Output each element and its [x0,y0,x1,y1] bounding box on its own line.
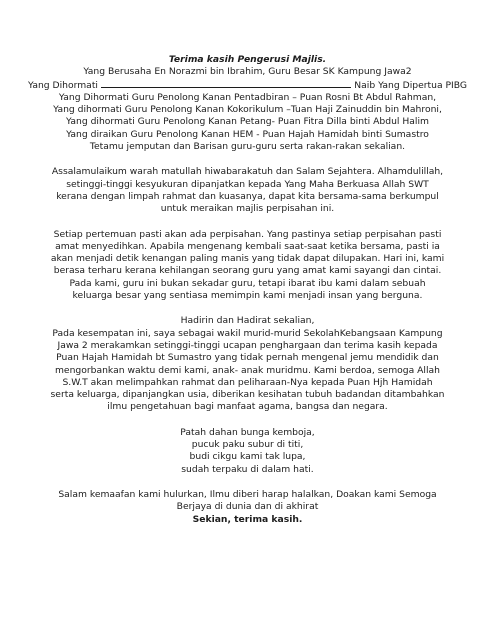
pantun-line: budi cikgu kami tak lupa, [189,451,306,463]
address-line: Yang Dihormati Guru Penolong Kanan Pentadbiran – Puan Rosni Bt Abdul Rahman, [58,91,437,103]
speech-title: Terima kasih Pengerusi Majlis. [168,54,327,65]
hadirin-line: serta keluarga, dipanjangkan usia, diberikan kesihatan tubuh badandan ditambahkan [50,389,445,401]
hadirin-line: mengorbankan waktu demi kami, anak- anak muridmu. Kami berdoa, semoga Allah [54,364,440,376]
address-line-blank [28,79,467,92]
hadirin-line: S.W.T akan melimpahkan rahmat dan peliharaan-Nya kepada Puan Hjh Hamidah [62,376,433,388]
hadirin-line: ilmu pengetahuan bagi manfaat agama, bangsa dan negara. [107,401,388,413]
hadirin-line: Jawa 2 merakamkan setinggi-tinggi ucapan penghargaan dan terima kasih kepada [57,339,438,351]
fill-in-blank-line [101,79,351,88]
salam-line: kerana dengan limpah rahmat dan kuasanya, dapat kita bersama-sama berkumpul [56,190,439,202]
closing-line: Sekian, terima kasih. [192,513,303,525]
hadirin-line: Hadirin dan Hadirat sekalian, [180,315,315,327]
salam-line: untuk meraikan majlis perpisahan ini. [160,203,335,215]
address-line: Yang diraikan Guru Penolong Kanan HEM - Puan Hajah Hamidah binti Sumastro [66,128,429,140]
pertemuan-line: berasa terharu kerana kehilangan seorang guru yang amat kami sayangi dan cintai. [53,265,442,277]
kemaafan-line: Berjaya di dunia dan di akhirat [176,501,319,513]
address-dihormati-label: Yang Dihormati [28,79,98,91]
pantun-line: Patah dahan bunga kemboja, [180,426,315,438]
pertemuan-line: Setiap pertemuan pasti akan ada perpisahan. Yang pastinya setiap perpisahan pasti [53,228,442,240]
pertemuan-line: Pada kami, guru ini bukan sekadar guru, tetapi ibarat ibu kami dalam sebuah [69,277,426,289]
salam-line: Assalamulaikum warah matullah hiwabarakatuh dan Salam Sejahtera. Alhamdulillah, [51,166,444,178]
pantun-line: pucuk paku subur di titi, [191,439,304,451]
address-line: Yang dihormati Guru Penolong Kanan Kokorikulum –Tuan Haji Zainuddin bin Mahroni, [53,104,442,116]
speech-text [28,54,467,526]
address-dihormati-role: Naib Yang Dipertua PIBG [354,79,467,91]
salam-line: setinggi-tinggi kesyukuran dipanjatkan kepada Yang Maha Berkuasa Allah SWT [66,178,429,190]
address-line: Yang dihormati Guru Penolong Kanan Petang- Puan Fitra Dilla binti Abdul Halim [66,116,429,128]
address-line: Tetamu jemputan dan Barisan guru-guru serta rakan-rakan sekalian. [89,141,406,153]
pertemuan-line: keluarga besar yang sentiasa memimpin kami menjadi insan yang berguna. [72,290,423,302]
hadirin-line: Pada kesempatan ini, saya sebagai wakil murid-murid SekolahKebangsaan Kampung [52,327,443,339]
pertemuan-line: akan menjadi detik kenangan paling manis yang tidak dapat dilupakan. Hari ini, kami [50,253,445,265]
pantun-line: sudah terpaku di dalam hati. [181,463,314,475]
kemaafan-line: Salam kemaafan kami hulurkan, Ilmu diberi harap halalkan, Doakan kami Semoga [58,488,437,500]
pertemuan-line: amat menyedihkan. Apabila mengenang kembali saat-saat ketika bersama, pasti ia [55,240,440,252]
address-line: Yang Berusaha En Norazmi bin Ibrahim, Guru Besar SK Kampung Jawa2 [83,66,412,78]
hadirin-line: Puan Hajah Hamidah bt Sumastro yang tidak pernah mengenal jemu mendidik dan [56,352,439,364]
